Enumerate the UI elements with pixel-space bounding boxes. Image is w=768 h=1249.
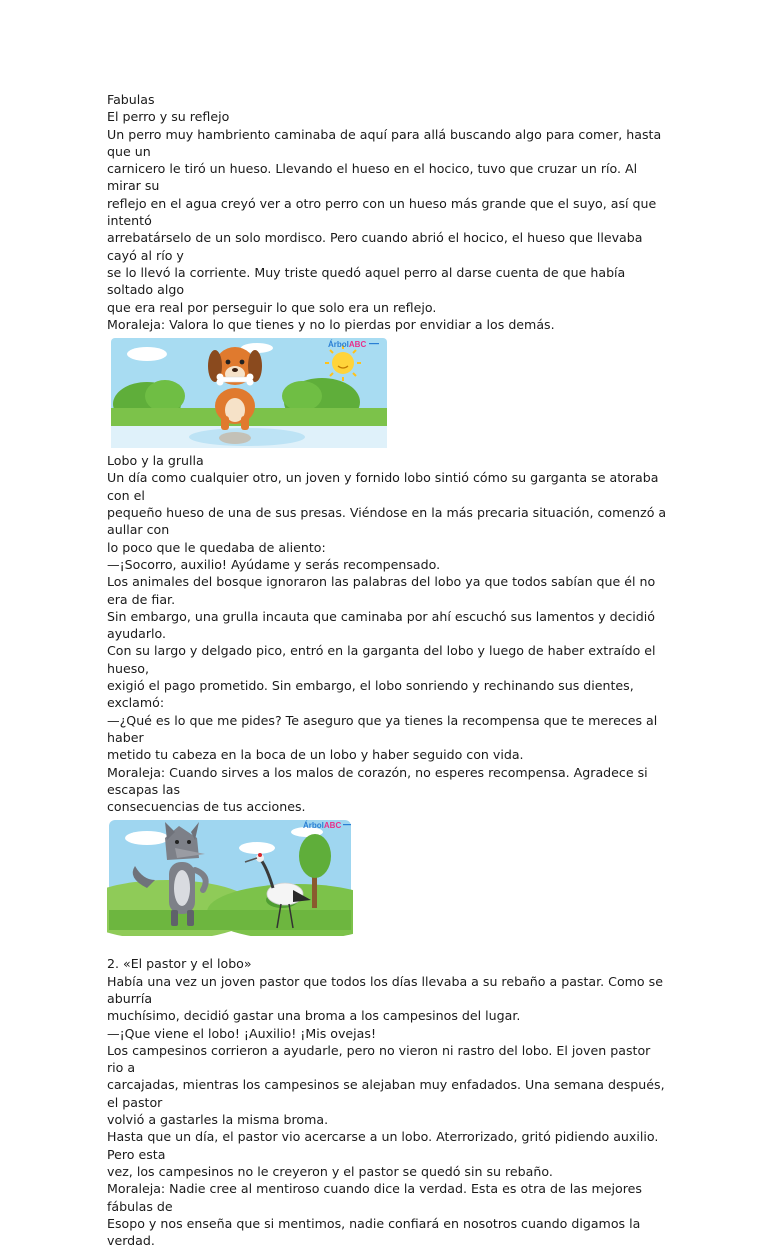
fable2-line: Con su largo y delgado pico, entró en la garganta del lobo y luego de haber extraído el hueso, — [107, 643, 656, 676]
fable2-line: —¡Socorro, auxilio! Ayúdame y serás recompensado. — [107, 556, 441, 572]
fable3-line: volvió a gastarles la misma broma. — [107, 1112, 329, 1128]
wolf-crane-illustration-svg — [107, 818, 353, 936]
fable3-line: carcajadas, mientras los campesinos se alejaban muy enfadados. Una semana después, el pastor — [107, 1077, 665, 1110]
fable1-title: El perro y su reflejo — [107, 109, 230, 125]
document-body — [107, 91, 667, 1249]
fable2-line: lo poco que le quedaba de aliento: — [107, 539, 326, 555]
fable3-moral: Moraleja: Nadie cree al mentiroso cuando dice la verdad. Esta es otra de las mejores fábulas de — [107, 1181, 642, 1214]
fable2-moral: consecuencias de tus acciones. — [107, 799, 306, 815]
fable2-title: Lobo y la grulla — [107, 453, 204, 469]
fable3-line: vez, los campesinos no le creyeron y el pastor se quedó sin su rebaño. — [107, 1163, 553, 1179]
svg-text:ÁrbolABC: ÁrbolABC — [328, 340, 367, 350]
fable2-line: Los animales del bosque ignoraron las palabras del lobo ya que todos sabían que él no era de fiar. — [107, 574, 656, 607]
fable3-title: 2. «El pastor y el lobo» — [107, 956, 252, 972]
fable2-moral: Moraleja: Cuando sirves a los malos de corazón, no esperes recompensa. Agradece si escapas las — [107, 764, 648, 797]
fable1-moral: Moraleja: Valora lo que tienes y no lo pierdas por envidiar a los demás. — [107, 316, 555, 332]
document-title: Fabulas — [107, 92, 155, 107]
fable2-line: metido tu cabeza en la boca de un lobo y haber seguido con vida. — [107, 747, 524, 763]
fable3-line: Había una vez un joven pastor que todos los días llevaba a su rebaño a pastar. Como se aburría — [107, 973, 663, 1006]
dog-illustration-svg — [107, 336, 389, 450]
fable3-line: Hasta que un día, el pastor vio acercarse a un lobo. Aterrorizado, gritó pidiendo auxilio. Pero esta — [107, 1129, 659, 1162]
fable2-line: Un día como cualquier otro, un joven y fornido lobo sintió cómo su garganta se atoraba con el — [107, 470, 659, 503]
fable2-line: pequeño hueso de una de sus presas. Viéndose en la más precaria situación, comenzó a aullar con — [107, 505, 667, 538]
fable1-line: se lo llevó la corriente. Muy triste quedó aquel perro al darse cuenta de que había soltado algo — [107, 264, 626, 298]
fable3-line: Los campesinos corrieron a ayudarle, pero no vieron ni rastro del lobo. El joven pastor rio a — [107, 1042, 651, 1076]
fable2-line: —¿Qué es lo que me pides? Te aseguro que ya tienes la recompensa que te mereces al haber — [107, 712, 658, 745]
fable1-line: reflejo en el agua creyó ver a otro perro con un hueso más grande que el suyo, así que intentó — [107, 195, 657, 229]
fable1-line: que era real por perseguir lo que solo era un reflejo. — [107, 299, 437, 315]
fable1-line: arrebatárselo de un solo mordisco. Pero cuando abrió el hocico, el hueso que llevaba cayó al río y — [107, 230, 643, 263]
fable1-line: Un perro muy hambriento caminaba de aquí para allá buscando algo para comer, hasta que un — [107, 126, 662, 159]
fable3-moral: Esopo y nos enseña que si mentimos, nadie confiará en nosotros cuando digamos la verdad. — [107, 1215, 641, 1249]
wolf-crane-illustration — [107, 818, 667, 936]
fable1-line: carnicero le tiró un hueso. Llevando el hueso en el hocico, tuvo que cruzar un río. Al mirar su — [107, 161, 638, 194]
spacer — [107, 938, 667, 955]
dog-illustration — [107, 336, 667, 450]
fable3-line: —¡Que viene el lobo! ¡Auxilio! ¡Mis ovejas! — [107, 1025, 376, 1041]
fable3-line: muchísimo, decidió gastar una broma a los campesinos del lugar. — [107, 1008, 521, 1024]
svg-text:ÁrbolABC: ÁrbolABC — [303, 821, 342, 831]
fable2-line: exigió el pago prometido. Sin embargo, el lobo sonriendo y rechinando sus dientes, exclamó: — [107, 678, 634, 711]
fable2-line: Sin embargo, una grulla incauta que caminaba por ahí escuchó sus lamentos y decidió ayudarlo. — [107, 608, 655, 642]
